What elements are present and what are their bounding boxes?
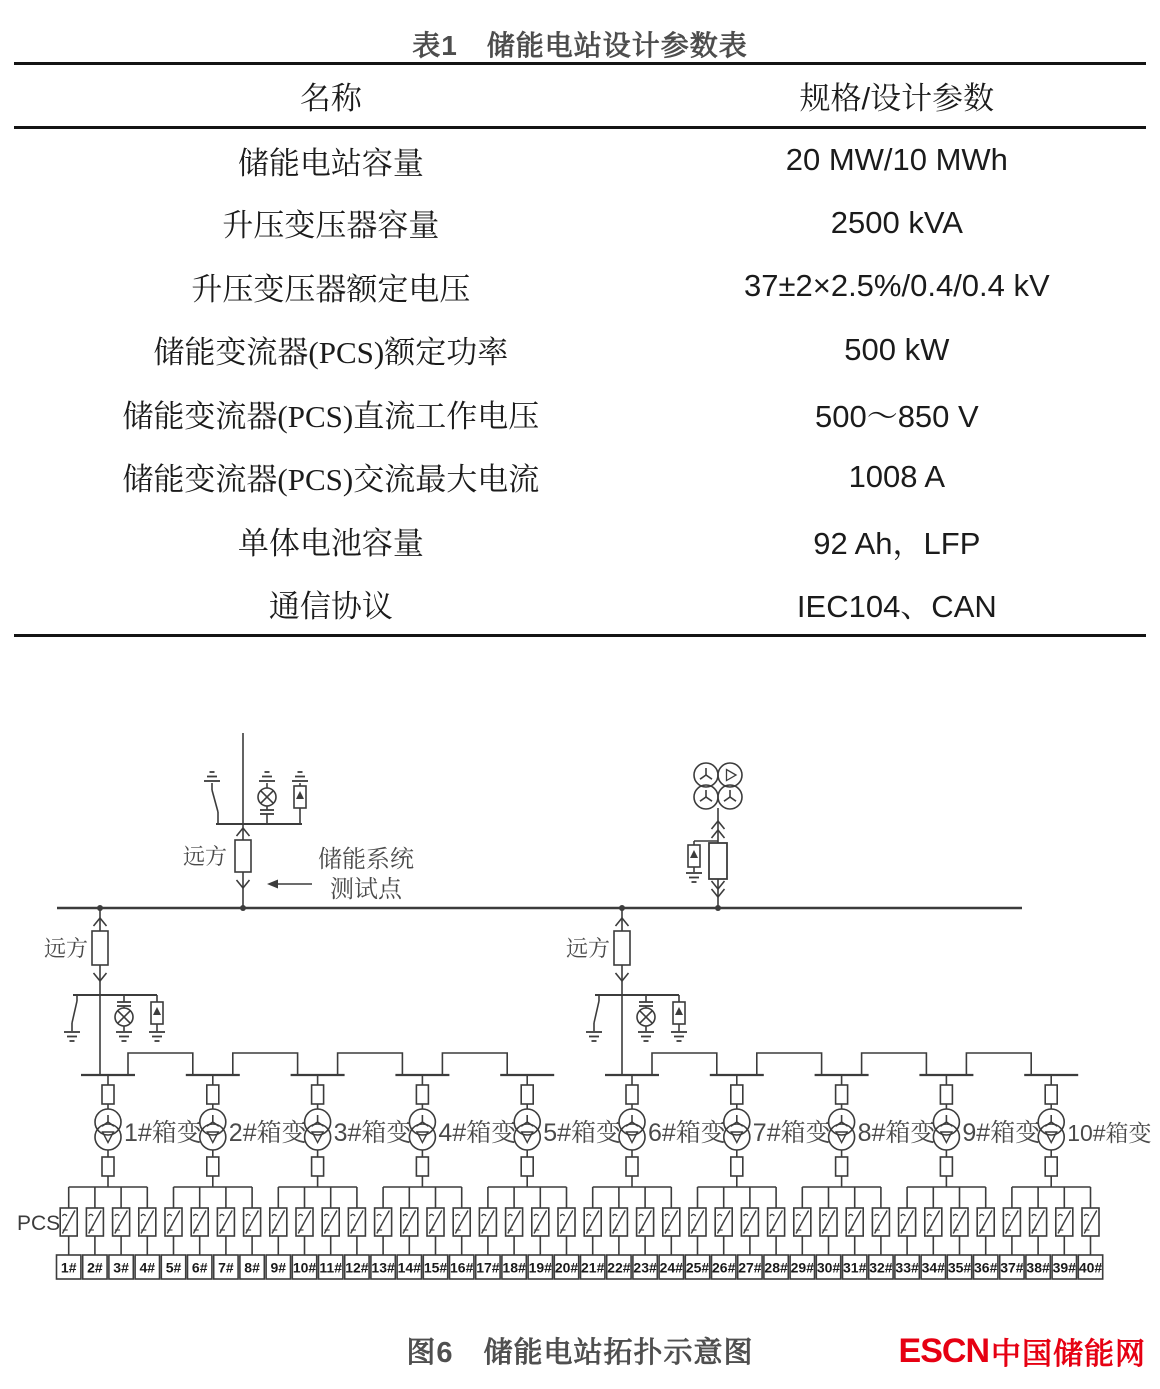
converter-icon xyxy=(584,1208,601,1236)
pcs-unit-35 xyxy=(947,1187,971,1279)
param-name: 储能变流器(PCS)交流最大电流 xyxy=(122,462,540,498)
pcs-unit-38 xyxy=(1026,1187,1050,1279)
pcs-unit-33 xyxy=(895,1187,919,1279)
battery-unit-label: 32# xyxy=(869,1259,893,1276)
pcs-unit-11 xyxy=(319,1187,343,1279)
remote-breaker-icon xyxy=(235,840,251,872)
fuse-icon xyxy=(731,1157,743,1176)
converter-icon xyxy=(348,1208,365,1236)
fuse-icon xyxy=(312,1157,324,1176)
table-row xyxy=(14,318,1146,382)
pcs-unit-22 xyxy=(607,1187,631,1279)
battery-unit-label: 6# xyxy=(191,1259,208,1276)
converter-icon xyxy=(794,1208,811,1236)
box-transformer-icon xyxy=(409,1109,435,1150)
battery-unit-label: 16# xyxy=(450,1259,474,1276)
circuit-breaker-icon xyxy=(709,843,727,879)
param-name: 升压变压器额定电压 xyxy=(191,271,471,307)
box-transformer-icon xyxy=(619,1109,645,1150)
pcs-unit-18 xyxy=(502,1187,526,1279)
battery-unit-label: 31# xyxy=(843,1259,867,1276)
transformer-branch-8 xyxy=(790,1075,935,1279)
remote-breaker-icon xyxy=(92,931,108,965)
escn-logo-cn-text: 中国储能网 xyxy=(991,1338,1146,1371)
earth-icon xyxy=(638,1032,654,1041)
battery-unit-label: 11# xyxy=(319,1259,342,1276)
box-transformer-icon xyxy=(200,1109,226,1150)
pcs-unit-12 xyxy=(345,1187,369,1279)
battery-unit-label: 2# xyxy=(87,1259,103,1276)
fuse-icon xyxy=(102,1085,114,1104)
pcs-unit-9 xyxy=(266,1187,290,1279)
transformer-label: 4#箱变 xyxy=(438,1119,517,1147)
battery-unit-label: 4# xyxy=(139,1259,156,1276)
disconnector-icon xyxy=(594,995,599,1031)
main-transformer-group xyxy=(686,763,742,908)
transformer-label: 10#箱变 xyxy=(1067,1120,1152,1146)
col-header-name: 名称 xyxy=(299,81,362,116)
transformer-branch-9 xyxy=(895,1075,1040,1279)
lamp-icon xyxy=(258,788,276,806)
converter-icon xyxy=(191,1208,208,1236)
param-value: 20 MW/10 MWh xyxy=(785,142,1008,177)
converter-icon xyxy=(244,1208,261,1236)
battery-unit-label: 20# xyxy=(554,1259,579,1276)
fuse-icon xyxy=(521,1085,533,1104)
converter-icon xyxy=(1056,1208,1073,1236)
converter-icon xyxy=(637,1208,654,1236)
parameters-table xyxy=(14,62,1146,637)
pcs-unit-39 xyxy=(1052,1187,1076,1279)
battery-unit-label: 25# xyxy=(685,1259,710,1276)
pcs-unit-28 xyxy=(764,1187,788,1279)
box-transformer-icon xyxy=(305,1109,331,1150)
battery-unit-label: 10# xyxy=(292,1259,317,1276)
pcs-unit-16 xyxy=(450,1187,474,1279)
surge-arrester-icon xyxy=(688,845,700,867)
transformer-label: 2#箱变 xyxy=(228,1119,307,1147)
battery-unit-label: 22# xyxy=(607,1259,631,1276)
converter-icon xyxy=(899,1208,916,1236)
param-value: IEC104、CAN xyxy=(796,588,997,624)
battery-unit-label: 27# xyxy=(738,1259,762,1276)
table-row xyxy=(14,255,1146,319)
transformer-branch-5 xyxy=(476,1075,621,1279)
pcs-unit-14 xyxy=(397,1187,421,1279)
converter-icon xyxy=(60,1208,77,1236)
box-transformer-icon xyxy=(933,1109,959,1150)
param-value: 2500 kVA xyxy=(830,204,963,240)
battery-unit-label: 36# xyxy=(974,1259,998,1276)
battery-unit-label: 9# xyxy=(270,1259,287,1276)
converter-icon xyxy=(375,1208,392,1236)
converter-icon xyxy=(1082,1208,1099,1236)
table-header xyxy=(14,64,1146,128)
transformer-branch-2 xyxy=(161,1075,306,1279)
pcs-unit-27 xyxy=(738,1187,762,1279)
battery-unit-label: 18# xyxy=(502,1259,526,1276)
test-point-annotation xyxy=(267,846,414,903)
transformer-label: 9#箱变 xyxy=(962,1119,1041,1147)
converter-icon xyxy=(558,1208,575,1236)
param-name: 升压变压器容量 xyxy=(222,208,440,244)
pcs-unit-25 xyxy=(685,1187,709,1279)
remote-label: 远方 xyxy=(565,936,610,961)
fuse-icon xyxy=(1045,1085,1057,1104)
pcs-unit-13 xyxy=(371,1187,395,1279)
fuse-icon xyxy=(836,1085,848,1104)
fuse-icon xyxy=(626,1085,638,1104)
converter-icon xyxy=(1030,1208,1047,1236)
remote-label: 远方 xyxy=(43,936,88,961)
param-value: 1008 A xyxy=(848,458,946,494)
earth-icon xyxy=(116,1032,132,1041)
three-winding-transformer-icon xyxy=(694,763,742,809)
col-header-spec: 规格/设计参数 xyxy=(799,81,995,116)
table-row xyxy=(14,128,1146,192)
param-name: 通信协议 xyxy=(268,588,393,624)
battery-unit-label: 7# xyxy=(218,1259,234,1276)
lamp-icon xyxy=(115,1008,133,1026)
busbar xyxy=(57,905,1022,911)
table-body xyxy=(14,128,1146,636)
transformer-label: 6#箱变 xyxy=(648,1119,726,1147)
pcs-unit-6 xyxy=(188,1187,212,1279)
pcs-unit-3 xyxy=(109,1187,133,1279)
fuse-icon xyxy=(102,1157,114,1176)
table-row xyxy=(14,509,1146,573)
param-value: 500～850 V xyxy=(814,398,979,434)
battery-unit-label: 12# xyxy=(345,1259,369,1276)
fuse-icon xyxy=(207,1085,219,1104)
converter-icon xyxy=(741,1208,758,1236)
battery-unit-label: 33# xyxy=(895,1259,919,1276)
fuse-icon xyxy=(1045,1157,1057,1176)
table-row xyxy=(14,382,1146,446)
battery-unit-label: 38# xyxy=(1026,1259,1050,1276)
pcs-unit-15 xyxy=(423,1187,447,1279)
earth-icon xyxy=(259,772,275,781)
battery-unit-label: 40# xyxy=(1078,1259,1103,1276)
battery-unit-label: 1# xyxy=(60,1259,77,1276)
battery-unit-label: 23# xyxy=(633,1259,657,1276)
pcs-unit-17 xyxy=(476,1187,500,1279)
fuse-icon xyxy=(836,1157,848,1176)
figure-caption: 图6 储能电站拓扑示意图 xyxy=(406,1337,754,1369)
battery-unit-label: 21# xyxy=(581,1259,605,1276)
converter-icon xyxy=(532,1208,549,1236)
table-row xyxy=(14,445,1146,509)
converter-icon xyxy=(86,1208,103,1236)
fuse-icon xyxy=(626,1157,638,1176)
battery-unit-label: 8# xyxy=(244,1259,260,1276)
pcs-unit-4 xyxy=(135,1187,159,1279)
pcs-unit-26 xyxy=(712,1187,736,1279)
battery-unit-label: 37# xyxy=(1000,1259,1024,1276)
test-point-label-line2: 测试点 xyxy=(330,876,402,903)
table-title: 表1 储能电站设计参数表 xyxy=(412,30,748,61)
earth-icon xyxy=(64,1032,80,1041)
fuse-icon xyxy=(416,1085,428,1104)
fuse-icon xyxy=(207,1157,219,1176)
table-row xyxy=(14,191,1146,255)
pcs-unit-5 xyxy=(161,1187,185,1279)
fuse-icon xyxy=(731,1085,743,1104)
earth-icon xyxy=(586,1032,602,1041)
battery-unit-label: 24# xyxy=(659,1259,683,1276)
pcs-unit-7 xyxy=(214,1187,238,1279)
pcs-unit-36 xyxy=(974,1187,998,1279)
param-value: 37±2×2.5%/0.4/0.4 kV xyxy=(743,268,1050,304)
converter-icon xyxy=(925,1208,942,1236)
param-name: 储能电站容量 xyxy=(237,145,424,181)
line-protection-group-top xyxy=(204,772,308,824)
transformer-label: 3#箱变 xyxy=(333,1119,412,1147)
escn-logo xyxy=(899,1329,1146,1373)
battery-unit-label: 29# xyxy=(790,1259,814,1276)
converter-icon xyxy=(453,1208,470,1236)
pcs-unit-2 xyxy=(83,1187,107,1279)
pcs-unit-20 xyxy=(554,1187,578,1279)
converter-icon xyxy=(951,1208,968,1236)
converter-icon xyxy=(977,1208,994,1236)
transformer-label: 8#箱变 xyxy=(857,1119,936,1147)
pcs-unit-24 xyxy=(659,1187,683,1279)
pcs-unit-21 xyxy=(581,1187,605,1279)
box-transformer-icon xyxy=(829,1109,855,1150)
converter-icon xyxy=(322,1208,339,1236)
pcs-unit-40 xyxy=(1078,1187,1102,1279)
pcs-unit-31 xyxy=(843,1187,867,1279)
converter-icon xyxy=(401,1208,418,1236)
transformer-branch-1 xyxy=(57,1075,202,1279)
battery-unit-label: 13# xyxy=(371,1259,395,1276)
converter-icon xyxy=(689,1208,706,1236)
converter-icon xyxy=(479,1208,496,1236)
param-name: 储能变流器(PCS)直流工作电压 xyxy=(122,398,540,434)
converter-icon xyxy=(427,1208,444,1236)
converter-icon xyxy=(820,1208,837,1236)
lamp-icon xyxy=(637,1008,655,1026)
param-name: 单体电池容量 xyxy=(237,525,424,561)
converter-icon xyxy=(270,1208,287,1236)
param-value: 500 kW xyxy=(844,331,950,367)
transformer-label: 7#箱变 xyxy=(752,1119,831,1147)
surge-arrester-icon xyxy=(294,786,306,808)
feeder-group-2 xyxy=(566,908,687,1075)
converter-icon xyxy=(139,1208,156,1236)
battery-unit-label: 19# xyxy=(528,1259,552,1276)
transformer-branch-6 xyxy=(581,1075,726,1279)
fuse-icon xyxy=(416,1157,428,1176)
box-transformer-icon xyxy=(1038,1109,1064,1150)
earth-icon xyxy=(204,772,220,781)
table-row xyxy=(14,572,1146,636)
left-arrow-icon xyxy=(267,880,278,889)
disconnector-icon xyxy=(72,995,77,1031)
test-point-label-line1: 储能系统 xyxy=(318,846,414,873)
earth-icon xyxy=(686,873,702,882)
pcs-unit-32 xyxy=(869,1187,893,1279)
converter-icon xyxy=(1003,1208,1020,1236)
converter-icon xyxy=(846,1208,863,1236)
pcs-unit-19 xyxy=(528,1187,552,1279)
battery-unit-label: 34# xyxy=(921,1259,945,1276)
converter-icon xyxy=(506,1208,523,1236)
param-value: 92 Ah，LFP xyxy=(813,525,981,561)
box-transformer-icon xyxy=(724,1109,750,1150)
grid-connection-group xyxy=(183,733,308,908)
battery-unit-label: 14# xyxy=(397,1259,421,1276)
battery-unit-label: 26# xyxy=(712,1259,736,1276)
converter-icon xyxy=(663,1208,680,1236)
surge-arrester-icon xyxy=(151,1002,163,1024)
pcs-row-label: PCS xyxy=(17,1212,61,1235)
pcs-unit-30 xyxy=(816,1187,840,1279)
remote-breaker-icon xyxy=(614,931,630,965)
box-transformer-icon xyxy=(514,1109,540,1150)
converter-icon xyxy=(113,1208,130,1236)
battery-unit-label: 3# xyxy=(113,1259,129,1276)
pcs-unit-37 xyxy=(1000,1187,1024,1279)
earth-icon xyxy=(671,1032,687,1041)
battery-unit-label: 35# xyxy=(947,1259,972,1276)
fuse-icon xyxy=(521,1157,533,1176)
battery-unit-label: 28# xyxy=(764,1259,788,1276)
converter-icon xyxy=(165,1208,182,1236)
fuse-icon xyxy=(940,1157,952,1176)
converter-icon xyxy=(296,1208,313,1236)
escn-logo-text: ESCN xyxy=(898,1331,989,1370)
converter-icon xyxy=(768,1208,785,1236)
converter-icon xyxy=(715,1208,732,1236)
pcs-unit-10 xyxy=(292,1187,316,1279)
feeder-group-1 xyxy=(44,908,165,1075)
topology-diagram xyxy=(0,690,1160,1310)
battery-unit-label: 39# xyxy=(1052,1259,1076,1276)
battery-unit-label: 15# xyxy=(423,1259,448,1276)
transformer-branch-7 xyxy=(685,1075,830,1279)
converter-icon xyxy=(217,1208,234,1236)
transformer-branch-4 xyxy=(371,1075,516,1279)
surge-arrester-icon xyxy=(673,1002,685,1024)
converter-icon xyxy=(610,1208,627,1236)
remote-label: 远方 xyxy=(182,844,227,869)
converter-icon xyxy=(872,1208,889,1236)
pcs-unit-34 xyxy=(921,1187,945,1279)
battery-branches xyxy=(57,1053,1152,1279)
fuse-icon xyxy=(312,1085,324,1104)
pcs-unit-23 xyxy=(633,1187,657,1279)
param-name: 储能变流器(PCS)额定功率 xyxy=(153,335,509,371)
transformer-branch-10 xyxy=(1000,1075,1152,1279)
earth-icon xyxy=(149,1032,165,1041)
transformer-label: 5#箱变 xyxy=(543,1119,622,1147)
battery-unit-label: 5# xyxy=(165,1259,182,1276)
box-transformer-icon xyxy=(95,1109,121,1150)
battery-unit-label: 17# xyxy=(476,1259,500,1276)
battery-unit-label: 30# xyxy=(816,1259,841,1276)
disconnector-icon xyxy=(212,783,218,824)
pcs-unit-29 xyxy=(790,1187,814,1279)
transformer-branch-3 xyxy=(266,1075,411,1279)
transformer-label: 1#箱变 xyxy=(124,1119,202,1147)
table-header-row xyxy=(14,64,1146,128)
earth-icon xyxy=(292,772,308,781)
pcs-unit-8 xyxy=(240,1187,264,1279)
fuse-icon xyxy=(940,1085,952,1104)
